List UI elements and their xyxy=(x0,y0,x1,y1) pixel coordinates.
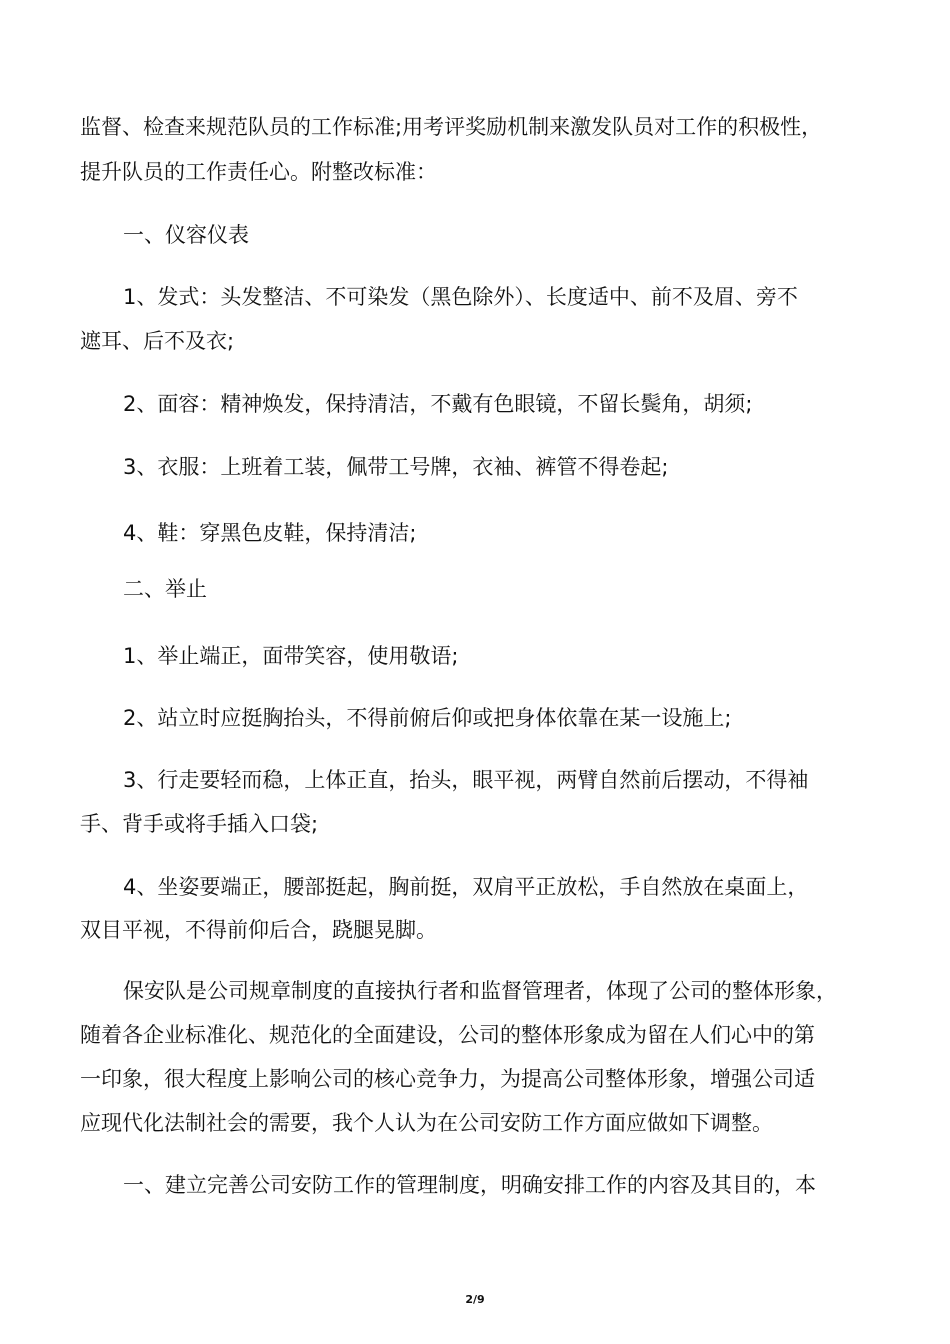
paragraph-line: 一印象，很大程度上影响公司的核心竞争力，为提高公司整体形象，增强公司适 xyxy=(80,1067,815,1091)
list-item: 2、站立时应挺胸抬头，不得前俯后仰或把身体依靠在某一设施上; xyxy=(123,706,732,730)
list-item: 4、坐姿要端正，腰部挺起，胸前挺，双肩平正放松，手自然放在桌面上， xyxy=(123,875,809,899)
text-line: 双目平视，不得前仰后合，跷腿晃脚。 xyxy=(80,918,437,942)
list-item: 1、举止端正，面带笑容，使用敬语; xyxy=(123,644,459,668)
paragraph-line: 应现代化法制社会的需要，我个人认为在公司安防工作方面应做如下调整。 xyxy=(80,1111,773,1135)
text-line: 手、背手或将手插入口袋; xyxy=(80,812,319,836)
section-heading: 一、仪容仪表 xyxy=(123,223,249,247)
list-item: 2、面容：精神焕发，保持清洁，不戴有色眼镜，不留长鬓角，胡须; xyxy=(123,392,753,416)
list-item: 4、鞋：穿黑色皮鞋，保持清洁; xyxy=(123,521,417,545)
list-item: 3、衣服：上班着工装，佩带工号牌，衣袖、裤管不得卷起; xyxy=(123,455,669,479)
text-line: 提升队员的工作责任心。附整改标准： xyxy=(80,160,437,184)
list-item: 3、行走要轻而稳，上体正直，抬头，眼平视，两臂自然前后摆动，不得袖 xyxy=(123,768,809,792)
paragraph-line: 一、建立完善公司安防工作的管理制度，明确安排工作的内容及其目的，本 xyxy=(123,1173,816,1197)
text-line: 遮耳、后不及衣; xyxy=(80,329,235,353)
paragraph-line: 随着各企业标准化、规范化的全面建设，公司的整体形象成为留在人们心中的第 xyxy=(80,1023,815,1047)
paragraph-line: 保安队是公司规章制度的直接执行者和监督管理者，体现了公司的整体形象， xyxy=(123,979,837,1003)
page-number: 2/9 xyxy=(465,1293,485,1306)
section-heading: 二、举止 xyxy=(123,577,207,601)
text-line: 监督、检查来规范队员的工作标准;用考评奖励机制来激发队员对工作的积极性， xyxy=(80,115,823,139)
list-item: 1、发式：头发整洁、不可染发（黑色除外）、长度适中、前不及眉、旁不 xyxy=(123,285,798,309)
